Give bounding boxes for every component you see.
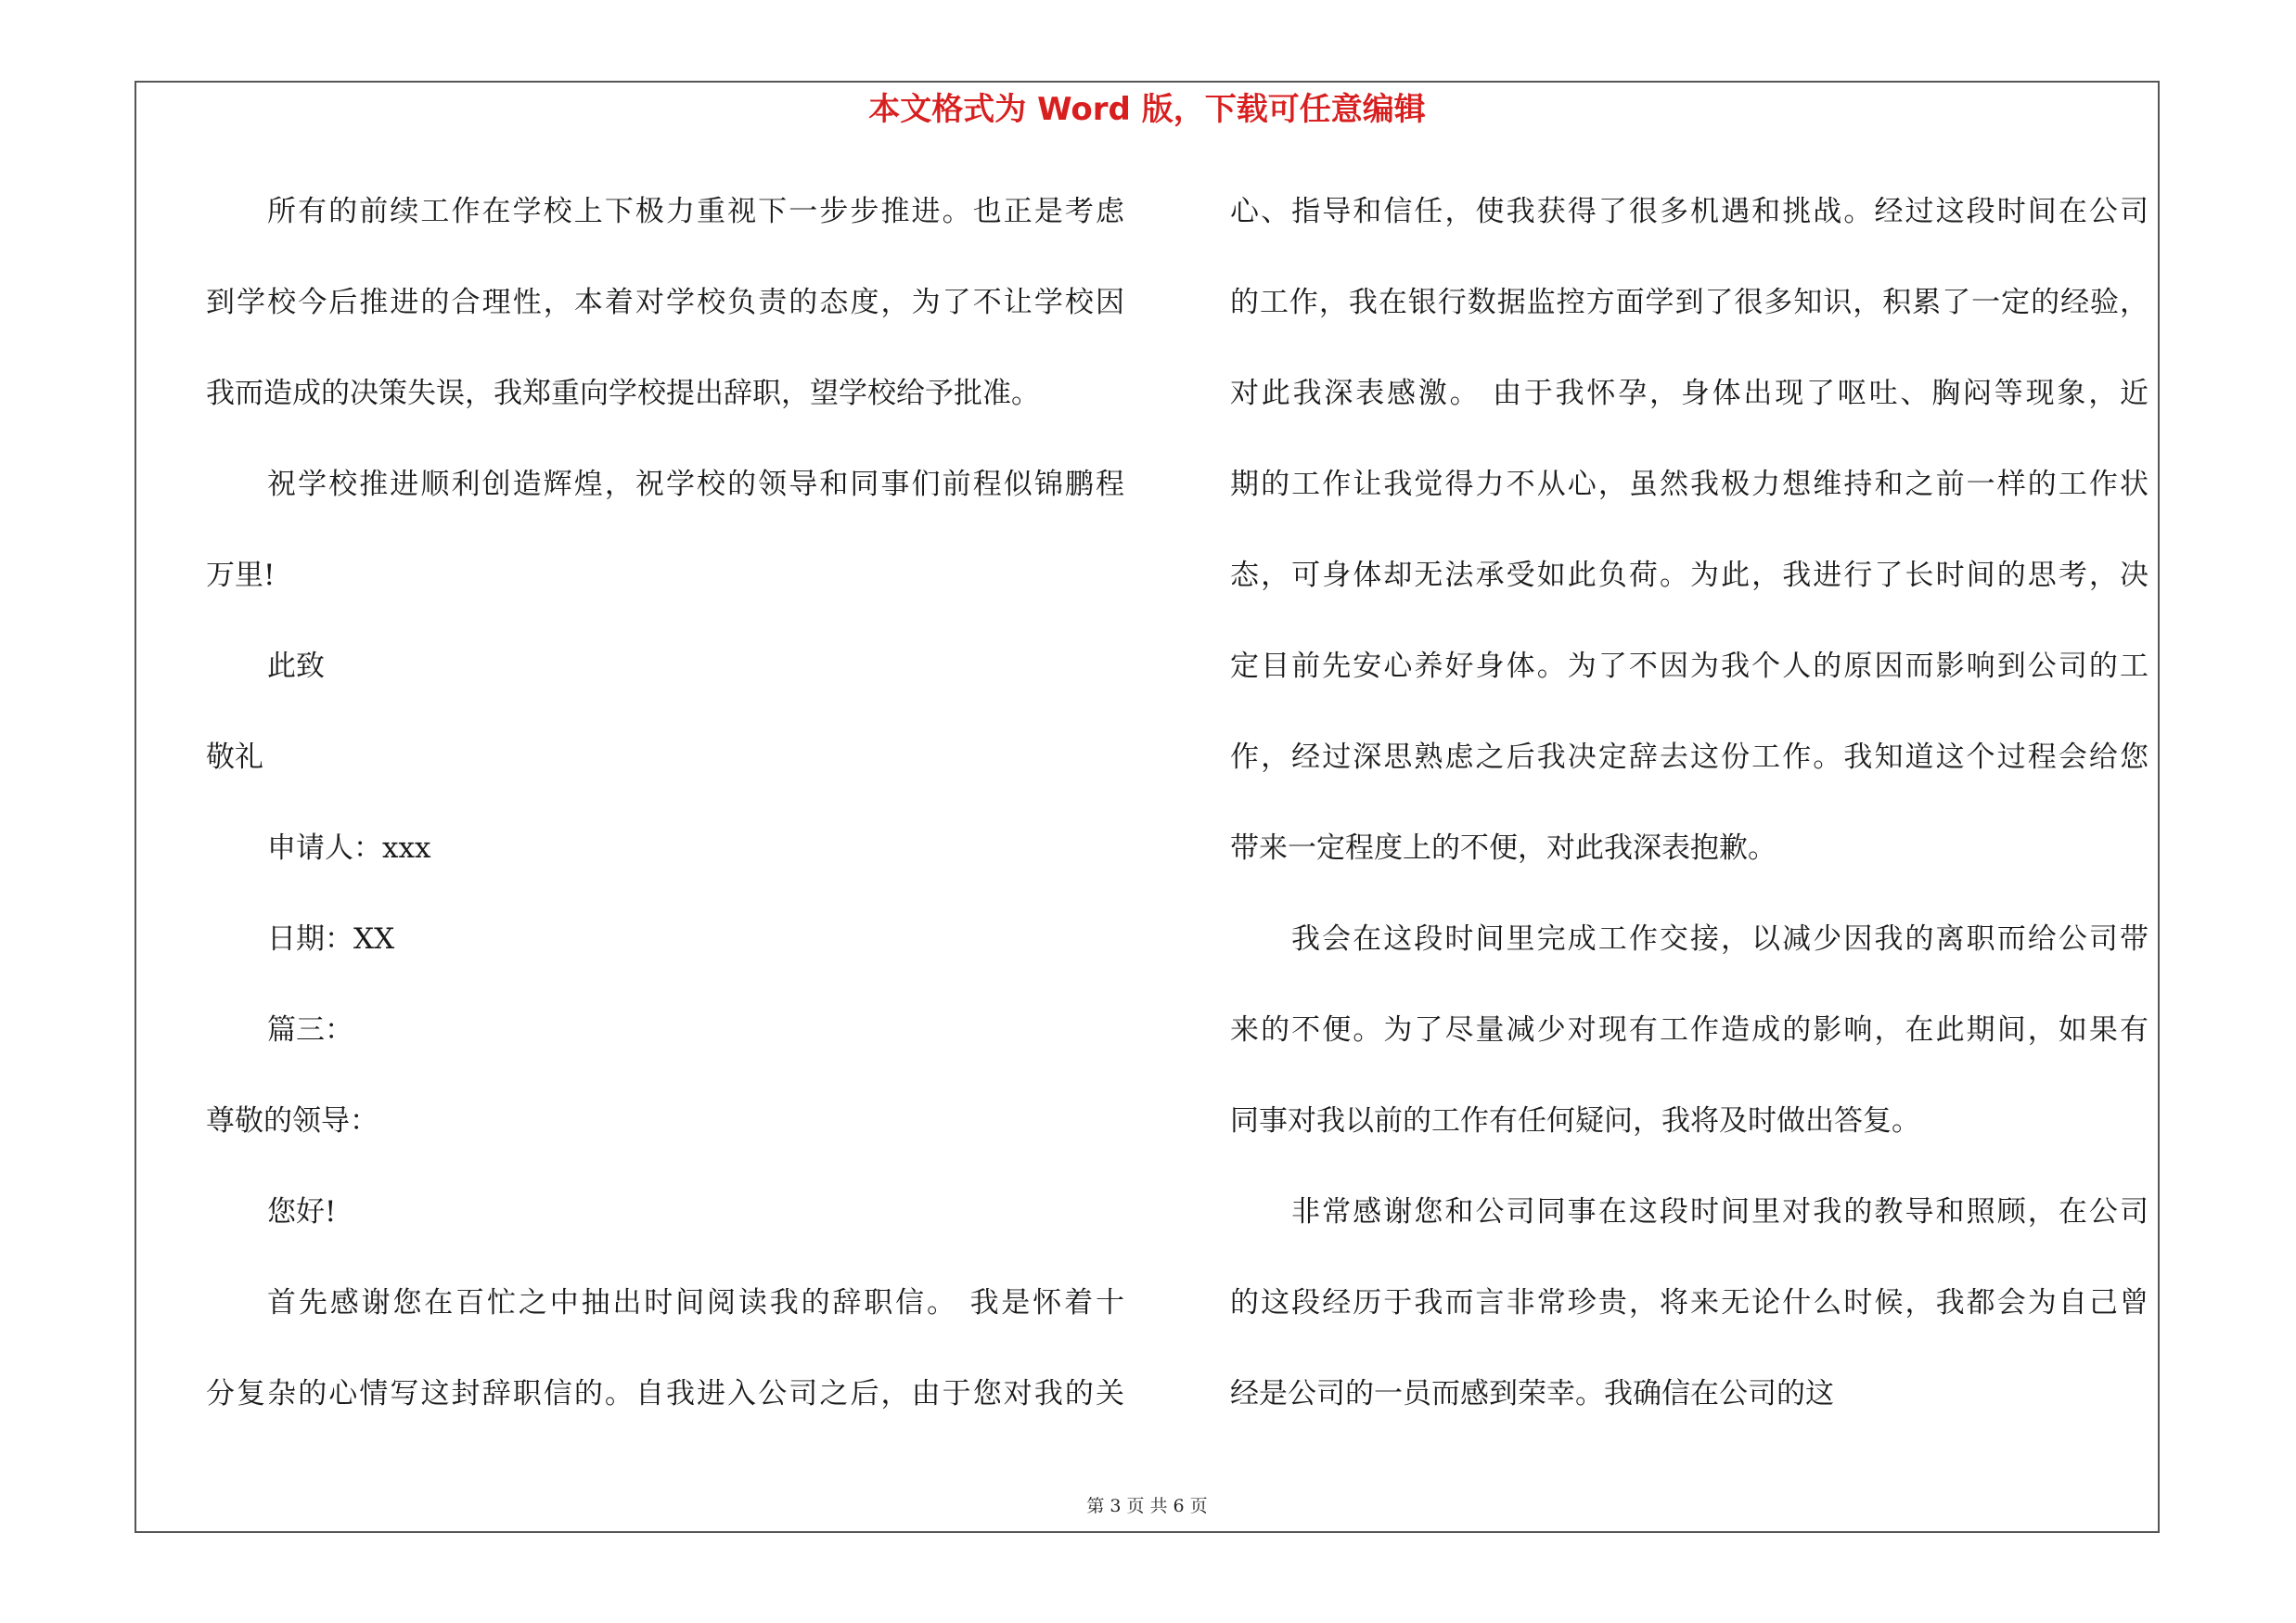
text-line: 经是公司的一员而感到荣幸。我确信在公司的这	[1230, 1377, 1834, 1410]
text-line: 作，经过深思熟虑之后我决定辞去这份工作。我知道这个过程会给您	[1230, 741, 2148, 774]
text-line: 带来一定程度上的不便，对此我深表抱歉。	[1230, 831, 1777, 865]
text-line: 我而造成的决策失误，我郑重向学校提出辞职，望学校给予批准。	[206, 377, 1040, 410]
text-line: 对此我深表感激。 由于我怀孕，身体出现了呕吐、胸闷等现象，近	[1230, 377, 2148, 410]
text-line: 到学校今后推进的合理性，本着对学校负责的态度，为了不让学校因	[206, 286, 1124, 319]
text-line: 分复杂的心情写这封辞职信的。自我进入公司之后，由于您对我的关	[206, 1377, 1124, 1410]
text-line: 祝学校推进顺利创造辉煌，祝学校的领导和同事们前程似锦鹏程	[267, 468, 1124, 501]
text-line: 的这段经历于我而言非常珍贵，将来无论什么时候，我都会为自己曾	[1230, 1286, 2148, 1320]
text-line: 同事对我以前的工作有任何疑问，我将及时做出答复。	[1230, 1104, 1920, 1138]
text-line: 来的不便。为了尽量减少对现有工作造成的影响，在此期间，如果有	[1230, 1013, 2148, 1047]
text-line: 的工作，我在银行数据监控方面学到了很多知识，积累了一定的经验，	[1230, 286, 2148, 319]
date-line: 日期：XX	[267, 922, 395, 956]
closing-regards: 敬礼	[206, 741, 263, 774]
text-line: 心、指导和信任，使我获得了很多机遇和挑战。经过这段时间在公司	[1230, 195, 2148, 228]
format-banner: 本文格式为 Word 版，下载可任意编辑	[868, 91, 1426, 128]
right-text-column	[1230, 180, 2148, 1453]
text-line: 万里!	[206, 559, 276, 592]
text-line: 定目前先安心养好身体。为了不因为我个人的原因而影响到公司的工	[1230, 650, 2148, 683]
greeting: 您好!	[267, 1195, 337, 1229]
text-line: 非常感谢您和公司同事在这段时间里对我的教导和照顾，在公司	[1291, 1195, 2148, 1229]
closing-salutation: 此致	[267, 650, 325, 683]
text-line: 我会在这段时间里完成工作交接，以减少因我的离职而给公司带	[1291, 922, 2148, 956]
applicant-line: 申请人：xxx	[267, 831, 431, 865]
text-line: 首先感谢您在百忙之中抽出时间阅读我的辞职信。 我是怀着十	[267, 1286, 1124, 1320]
text-line: 期的工作让我觉得力不从心，虽然我极力想维持和之前一样的工作状	[1230, 468, 2148, 501]
page-indicator: 第 3 页 共 6 页	[1086, 1496, 1208, 1516]
left-text-column	[206, 180, 1124, 1453]
greeting-recipient: 尊敬的领导：	[206, 1104, 378, 1138]
text-line: 态，可身体却无法承受如此负荷。为此，我进行了长时间的思考，决	[1230, 559, 2148, 592]
text-line: 所有的前续工作在学校上下极力重视下一步步推进。也正是考虑	[267, 195, 1124, 228]
section-heading: 篇三：	[267, 1013, 353, 1047]
